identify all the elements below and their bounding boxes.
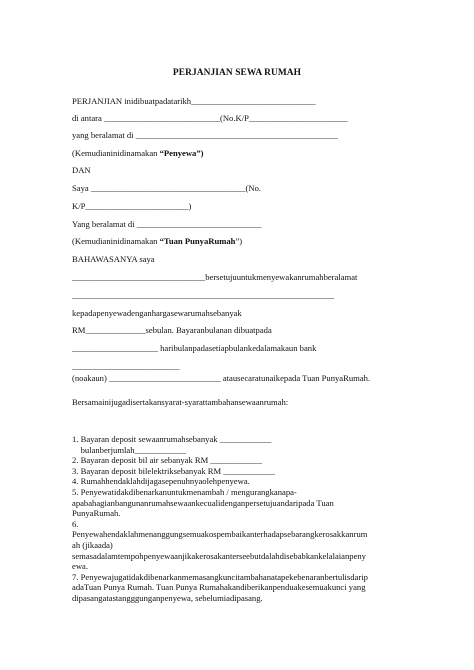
and-line: DAN (72, 165, 91, 175)
penyewa-label: “Penyewa”) (159, 148, 204, 158)
list-item: ewa. (72, 561, 88, 572)
list-item: 5. Penyewatidakdibenarkanuntukmenambah / mengurangkanapa- (72, 486, 297, 497)
tenant-designation-line (72, 148, 204, 159)
payment-day-line: ____________________ haribulanpadasetiapbulankedalamakaun bank (72, 343, 317, 353)
list-item: 7. Penyewajugatidakdibenarkanmemasangkuncitambahanatapekebenaranbertulisdarip (72, 571, 368, 582)
list-item: 1. Bayaran deposit sewaanrumahsebanyak ____________ (72, 434, 272, 444)
list-item: apabahagianbangunanrumahsewaankecualidenganpersetujuandaripada Tuan (72, 497, 334, 508)
landlord-name-line: Saya ____________________________________(No. (72, 183, 262, 193)
document-title: PERJANJIAN SEWA RUMAH (172, 68, 302, 78)
tuan-label: “Tuan PunyaRumah (159, 236, 236, 246)
whereas-line: BAHAWASANYA saya (72, 254, 155, 264)
list-item: 4. Rumahhendaklahdijagasepenuhnyaolehpenyewa. (72, 476, 250, 487)
landlord-address-line: Yang beralamat di _____________________________ (72, 219, 262, 229)
list-item: bulanberjumlah____________ (72, 444, 187, 455)
bank-blank-line: _________________________ (72, 361, 180, 371)
between-line: di antara ___________________________(No.K/P_______________________ (72, 113, 348, 123)
list-item: ah (jikaada) (72, 539, 113, 550)
list-item: 6. (72, 518, 79, 529)
list-item: adaTuan Punya Rumah. Tuan Punya Rumahakandiberikanpenduakesemuakunci yang (72, 582, 366, 593)
monthly-rent-line: RM______________sebulan. Bayaranbulanan dibuatpada (72, 325, 272, 335)
agree-rent-line: _______________________________bersetujuuntukmenyewakanrumahberalamat (72, 272, 358, 282)
designation-prefix: (Kemudianinidinamakan (72, 148, 160, 158)
tenant-address-line: yang beralamat di _______________________________________________ (72, 130, 338, 140)
terms-list (72, 434, 422, 604)
list-item: Penyewahendaklahmenanggungsemuakospembaikanterhadapsebarangkerosakkanrum (72, 529, 368, 540)
list-item: dipasangatastangggunganpenyewa, sebelumiadipasang. (72, 592, 263, 603)
landlord-designation-line (72, 236, 242, 247)
additional-terms-heading: Bersamainijugadisertakansyarat-syarattambahansewaanrumah: (72, 397, 289, 407)
designation-prefix: (Kemudianinidinamakan (72, 236, 160, 246)
rent-price-line: kepadapenyewadenganhargasewarumahsebanyak (72, 308, 242, 318)
landlord-ic-line: K/P________________________) (72, 201, 192, 211)
list-item: PunyaRumah. (72, 508, 121, 519)
list-item: 3. Bayaran deposit bilelektriksebanyak RM ____________ (72, 465, 275, 476)
account-number-line: (noakaun) __________________________ atausecaratunaikepada Tuan PunyaRumah. (72, 373, 371, 383)
address-blank-line: _____________________________________________________________ (72, 290, 335, 300)
list-item: semasadalamtempohpenyewaanjikakerosakanterseebutdalahdisebabkankelalaianpeny (72, 550, 366, 561)
tuan-close: ”) (235, 236, 243, 246)
list-item: 2. Bayaran deposit bil air sebanyak RM ____________ (72, 455, 262, 466)
agreement-date-line: PERJANJIAN inidibuatpadatarikh_____________________________ (72, 96, 316, 106)
